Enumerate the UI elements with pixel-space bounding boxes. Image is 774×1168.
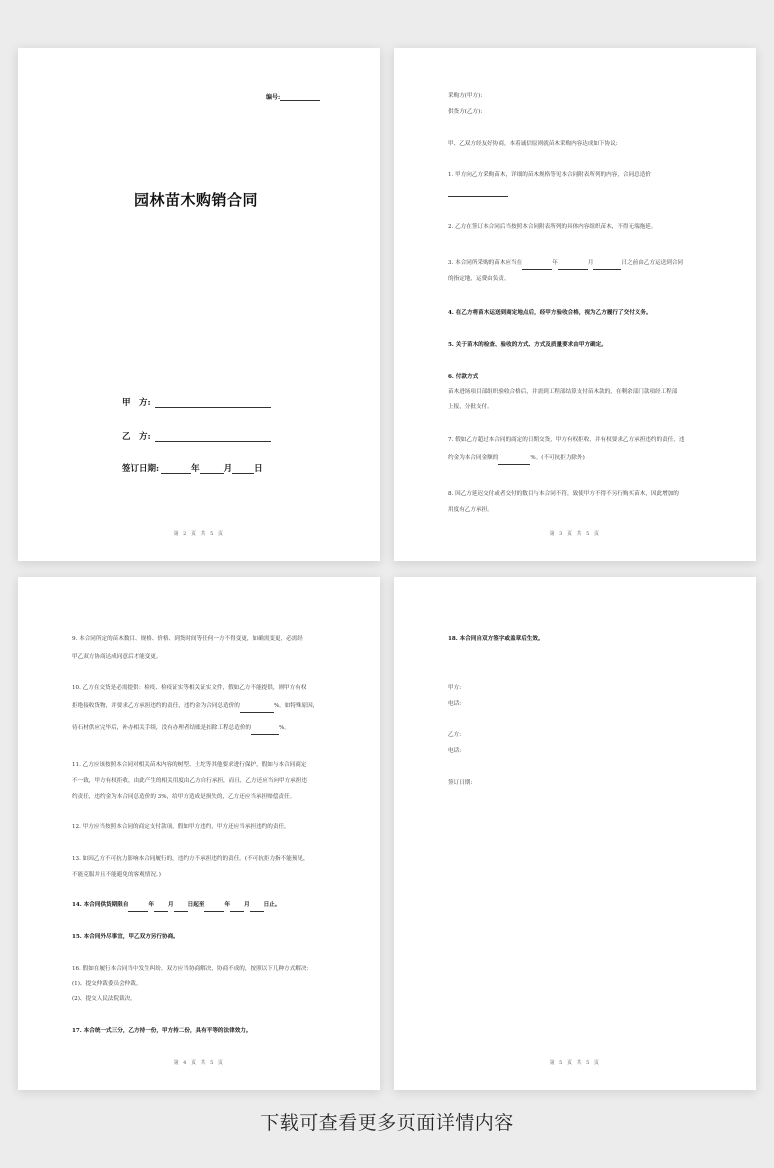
clause-7-text-c: %。(不可抗拒力除外) [530,455,585,461]
contract-page-3 [394,48,756,561]
clause-6-line-1: 苗木进场项目部组织验收合格后，并需到工程部结算支付苗木款的，在剩余部门款项经工程部 [448,389,678,395]
clause-7-line-2 [448,451,585,465]
total-price-blank [448,189,508,197]
sign-party-a: 甲方: [448,685,462,691]
sign-date-label: 签订日期: [122,464,160,474]
clause-14-end-month-blank [230,904,244,912]
supplier-line: 供货方(乙方): [448,109,483,115]
clause-3-month-blank [558,262,588,270]
clause-10-line-1: 10. 乙方在交货是必需提供：检疫、检疫证实等相关证实文件，假如乙方不能提供，则甲方有权 [72,685,307,691]
clause-16-line-3: (2)、提交人民法院裁决。 [72,996,136,1002]
clause-3-text-a: 3. 本合同所采购的苗木应当在 [448,260,523,266]
clause-3-text-d: 日之前由乙方运送到合同 [621,260,684,266]
sign-date: 签订日期: [448,780,473,786]
clause-7-line-1: 7. 假如乙方超过本合同的商定的日期交货，甲方有权拒收，并有权要求乙方承担违约的责任，违 [448,437,685,443]
clause-15: 15. 本合同外尽事宜，甲乙双方另行协商。 [72,934,179,940]
sign-date-row [122,462,263,474]
clause-14-text-a: 14. 本合同供货期限自 [72,902,129,908]
month-label: 月 [223,464,233,474]
clause-3-line-1 [448,256,683,270]
month-blank [200,464,224,474]
day-label: 日 [254,464,263,474]
clause-3-year-blank [522,262,552,270]
clause-16-line-2: (1)、提交仲裁委员会仲裁。 [72,981,142,987]
clause-14-start-year: 年 [148,902,155,908]
clause-14-text-d: 日起至 [187,902,205,908]
day-blank [232,464,254,474]
clause-13-line-2: 不能克服并且不能避免的客观情况。) [72,872,161,878]
clause-11-line-2: 不一致，甲方有权拒收，由此产生的相关用度由乙方自行承担，而且，乙方还应当向甲方承担违 [72,778,307,784]
sign-party-b: 乙方: [448,732,462,738]
contract-title: 园林苗木购销合同 [134,191,259,209]
clause-14 [72,898,280,912]
clause-6-line-2: 上报，分批支付。 [448,404,493,410]
clause-14-start-year-blank [128,904,148,912]
clause-10-line-2 [72,699,318,713]
contract-page-5 [394,577,756,1090]
penalty-rate-blank [498,457,530,465]
clause-14-end-year: 年 [224,902,231,908]
clause-3-month: 月 [587,260,594,266]
clause-3-line-2: 的指定地，运费由负责。 [448,276,510,282]
clause-4: 4. 在乙方将苗木运送到商定地点后，经甲方验收合格，视为乙方履行了交付义务。 [448,310,652,316]
party-b-blank [155,432,271,442]
party-a-label: 甲 方: [122,398,151,408]
clause-3-year: 年 [552,260,558,266]
clause-10-text-d: 待石材供应完毕后，补办相关手续，没有办理者结账是扣除工程总造价的 [72,725,252,731]
clause-14-start-day-blank [174,904,188,912]
year-blank [161,464,191,474]
clause-2: 2. 乙方在签订本合同后当按照本合同附表所列的具体内容组织苗木，不得无端拖延。 [448,224,657,230]
clause-8-line-2: 用度有乙方承担。 [448,507,493,513]
clause-9-line-1: 9. 本合同所定的苗木数目、规格、价格、到货时间等任何一方不得变更，如确需变更，必需经 [72,636,303,642]
sign-phone-a: 电话: [448,701,462,707]
download-caption: 下载可查看更多页面详情内容 [260,1112,514,1134]
page-footer: 第 3 页 共 5 页 [549,531,601,537]
clause-7-text-b: 约金为本合同金额的 [448,455,499,461]
clause-9-line-2: 甲乙双方协商达成同意后才能变更。 [72,654,162,660]
contract-cover-page [18,48,380,561]
clause-11-line-1: 11. 乙方应该按照本合同对相关苗木内容的树型、土坨等其他要求进行保护，假如与本合同商定 [72,762,307,768]
clause-10-rate-blank-1 [240,705,274,713]
clause-16-line-1: 16. 假如在履行本合同当中发生纠纷，双方应当协商解决，协商不成的，按照以下几种方式解决： [72,966,313,972]
clause-14-start-month-blank [154,904,168,912]
clause-14-end-month: 月 [244,902,250,908]
clause-1-line-1: 1. 甲方向乙方采购苗木，详细的苗木规格等见本合同附表所列的内容，合同总造价 [448,172,651,178]
contract-number-label [266,92,320,101]
clause-10-text-b: 拒绝接收货物，并要求乙方承担违约的责任，违约金为合同总造价的 [72,703,240,709]
page-footer: 第 4 页 共 5 页 [173,1060,225,1066]
clause-13-line-1: 13. 如因乙方不可抗力影响本合同履行的，违约方不承担违约的责任。(不可抗拒力指不能预见， [72,856,309,862]
year-label: 年 [191,464,200,474]
clause-18: 18. 本合同自双方签字或盖章后生效。 [448,636,544,642]
buyer-line: 采购方(甲方): [448,93,483,99]
clause-5: 5. 关于苗木的检查、验收的方式、方式及质量要求由甲方确定。 [448,342,607,348]
clause-3-day-blank [593,262,621,270]
party-a-row [122,396,271,408]
clause-8-line-1: 8. 因乙方延迟交付或者交付的数目与本合同不符，致使甲方不得不另行购买苗木，因此增加的 [448,491,679,497]
clause-14-text-g: 日止。 [263,902,281,908]
page-footer: 第 2 页 共 5 页 [173,531,225,537]
clause-17: 17. 本合统一式三分，乙方持一份，甲方持二份，具有平等的法律效力。 [72,1028,252,1034]
clause-10-line-3 [72,721,290,735]
contract-page-4 [18,577,380,1090]
clause-10-text-c: %，如特殊原因， [273,703,319,709]
clause-6-title: 6. 付款方式 [448,374,479,380]
contract-number-text: 编号: [266,94,281,101]
party-b-label: 乙 方: [122,432,151,442]
clause-11-line-3: 约责任，违约金为本合同总造价的 3%，给甲方造成是损失的，乙方还应当承担赔偿责任。 [72,794,296,800]
clause-14-end-year-blank [204,904,224,912]
contract-number-blank [280,93,320,101]
sign-phone-b: 电话: [448,748,462,754]
clause-14-start-month: 月 [168,902,174,908]
clause-10-rate-blank-2 [251,727,279,735]
party-b-row [122,430,271,442]
clause-12: 12. 甲方应当按照本合同的商定支付款项，假如甲方违约，甲方还应当承担违约的责任。 [72,824,290,830]
party-a-blank [155,398,271,408]
clause-14-end-day-blank [250,904,264,912]
page-footer: 第 5 页 共 5 页 [549,1060,601,1066]
intro-paragraph: 甲、乙双方经友好协商，本着诚信原则就苗木采购内容达成如下协议: [448,141,618,147]
clause-10-text-e: %。 [279,725,290,731]
clause-1-line-2 [448,183,508,197]
